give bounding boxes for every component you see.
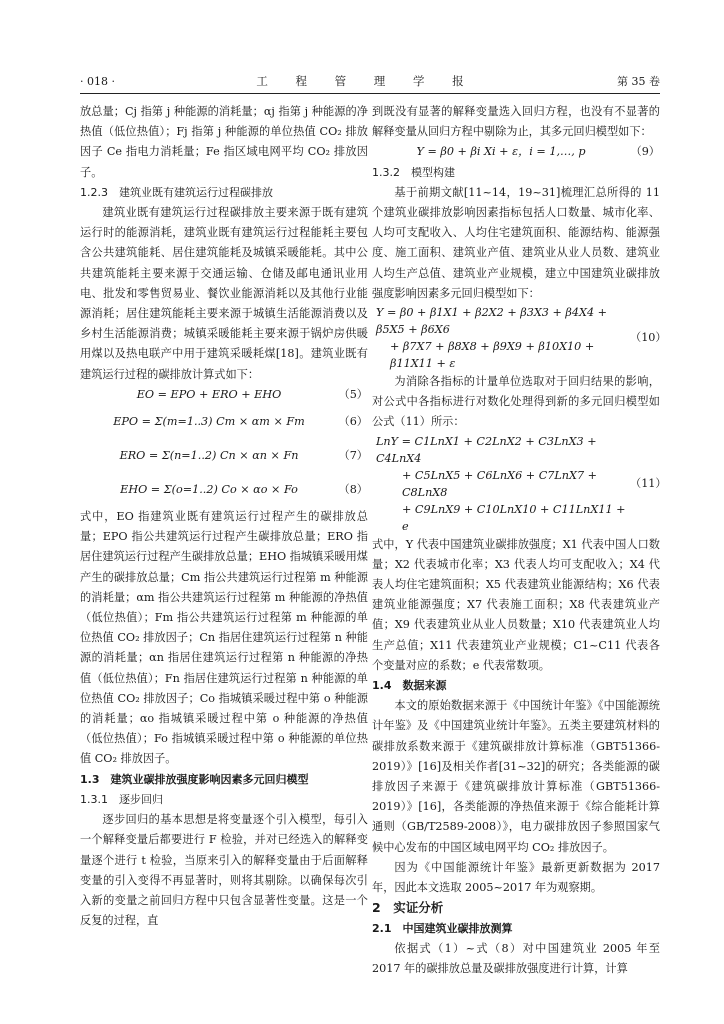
equation-6-number: （6） <box>338 414 368 428</box>
equation-7-body: ERO = Σ(n=1..2) Cn × αn × Fn <box>119 448 299 462</box>
section-heading-1-3: 1.3 建筑业碳排放强度影响因素多元回归模型 <box>80 772 309 786</box>
equation-5-body: EO = EPO + ERO + EHO <box>136 387 282 401</box>
equation-10-body <box>372 304 630 372</box>
equation-10-line-2: + β7X7 + β8X8 + β9X9 + β10X10 + β11X11 + ε <box>390 340 595 371</box>
volume-label: 第 35 卷 <box>616 75 660 88</box>
equation-11-number: （11） <box>630 476 667 490</box>
equation-10-line-1: Y = β0 + β1X1 + β2X2 + β3X3 + β4X4 + β5X5 + β6X6 <box>376 306 608 337</box>
equation-11-line-1: LnY = C1LnX1 + C2LnX2 + C3LnX3 + C4LnX4 <box>376 434 597 465</box>
paragraph-model-construction: 基于前期文献[11~14，19~31]梳理汇总所得的 11 个建筑业碳排放影响因素指标包括人口数量、城市化率、人均可支配收入、人均住宅建筑面积、能源结构、能源强度、施工面积、建筑业产值、建筑业从业人员数、建筑业人均生产总值、建筑业产业规模，建立中国建筑业碳排放强度影响因素多元回归模型如下： <box>372 185 660 300</box>
paragraph-observation-period: 因为《中国能源统计年鉴》最新更新数据为 2017 年，因此本文选取 2005~2017 年为观察期。 <box>372 860 660 895</box>
left-column <box>80 102 368 931</box>
equation-11-line-2: + C5LnX5 + C6LnX6 + C7LnX7 + C8LnX8 <box>402 468 598 499</box>
paragraph-regression-continued: 到既没有显著的解释变量选入回归方程，也没有不显著的解释变量从回归方程中剔除为止，其多元回归模型如下： <box>372 105 660 139</box>
equation-6 <box>80 405 368 439</box>
equation-10-number: （10） <box>630 330 667 344</box>
section-heading-2: 2 实证分析 <box>372 900 444 916</box>
equation-5 <box>80 385 368 405</box>
paragraph-variable-list: 式中，Y 代表中国建筑业碳排放强度；X1 代表中国人口数量；X2 代表城市化率；X3 代表人均可支配收入；X4 代表人均住宅建筑面积；X5 代表建筑业能源结构；X6 代表建筑业能源强度；X7 代表施工面积；X8 代表建筑业产值；X9 代表建筑业从业人员数量；X10 代表建筑业人均生产总值；X11 代表建筑业产业规模；C1~C11 代表各个变量对应的系数；e 代表常数项。 <box>372 537 660 672</box>
equation-8-body: EHO = Σ(o=1..2) Co × αo × Fo <box>120 482 298 496</box>
paragraph-measurement: 依据式（1）~式（8）对中国建筑业 2005 年至 2017 年的碳排放总量及碳排放强度进行计算，计算 <box>372 941 660 975</box>
section-heading-1-3-1: 1.3.1 逐步回归 <box>80 792 163 806</box>
paragraph-log-transform: 为消除各指标的计量单位选取对于回归结果的影响，对公式中各指标进行对数化处理得到新的多元回归模型如公式（11）所示： <box>372 375 660 429</box>
equation-9 <box>372 142 660 162</box>
equation-6-body: EPO = Σ(m=1..3) Cm × αm × Fm <box>113 414 305 428</box>
equation-10 <box>372 304 667 372</box>
header-divider <box>80 93 660 94</box>
section-heading-1-4: 1.4 数据来源 <box>372 679 447 693</box>
right-column <box>372 102 667 979</box>
paragraph-operation-emissions: 建筑业既有建筑运行过程碳排放主要来源于既有建筑运行时的能源消耗，建筑业既有建筑运行过程能耗主要包含公共建筑能耗、居住建筑能耗及城镇采暖能耗。其中公共建筑能耗主要来源于交通运输、仓储及邮电通讯业用电、批发和零售贸易业、餐饮业能源消耗以及其他行业能源消耗；居住建筑能耗主要来源于城镇生活能源消费以及乡村生活能源消费；城镇采暖能耗主要来源于锅炉房供暖用煤以及热电联产中用于建筑采暖耗煤[18]。建筑业既有建筑运行过程的碳排放计算式如下： <box>80 206 368 381</box>
paragraph-data-sources: 本文的原始数据来源于《中国统计年鉴》《中国能源统计年鉴》及《中国建筑业统计年鉴》。五类主要建筑材料的碳排放系数来源于《建筑碳排放计算标准（GBT51366-2019）》[16]及相关作者[31~32]的研究；各类能源的碳排放因子来源于《建筑碳排放计算标准（GBT51366-2019）》[16]，各类能源的净热值来源于《综合能耗计算通则（GB/T2589-2008）》，电力碳排放因子参照国家气候中心发布的中国区域电网平均 CO₂ 排放因子。 <box>372 699 660 854</box>
section-heading-1-3-2: 1.3.2 模型构建 <box>372 165 455 179</box>
paragraph-variable-definitions: 放总量；Cj 指第 j 种能源的消耗量；αj 指第 j 种能源的净热值（低位热值）；Fj 指第 j 种能源的单位热值 CO₂ 排放因子 Ce 指电力消耗量；Fe 指区域电网平均 CO₂ 排放因子。 <box>80 105 368 179</box>
equation-11 <box>372 433 667 535</box>
section-heading-1-2-3: 1.2.3 建筑业既有建筑运行过程碳排放 <box>80 185 273 199</box>
equation-8 <box>80 473 368 507</box>
section-heading-2-1: 2.1 中国建筑业碳排放测算 <box>372 921 513 935</box>
journal-title: 工 程 管 理 学 报 <box>256 74 476 88</box>
equation-9-body: Y = β0 + βi Xi + ε，i = 1,…, p <box>416 145 586 159</box>
equation-8-number: （8） <box>338 482 368 496</box>
paragraph-equation-definitions: 式中，EO 指建筑业既有建筑运行过程产生的碳排放总量；EPO 指公共建筑运行过程产生碳排放总量；ERO 指居住建筑运行过程产生碳排放总量；EHO 指城镇采暖用煤产生的碳排放总量；Cm 指公共建筑运行过程第 m 种能源的消耗量；αm 指公共建筑运行过程第 m 种能源的净热值（低位热值）；Fm 指公共建筑运行过程第 m 种能源的单位热值 CO₂ 排放因子；Cn 指居住建筑运行过程第 n 种能源的消耗量；αn 指居住建筑运行过程第 n 种能源的净热值（低位热值）；Fn 指居住建筑运行过程第 n 种能源的单位热值 CO₂ 排放因子；Co 指城镇采暖过程中第 o 种能源的消耗量；αo 指城镇采暖过程中第 o 种能源的净热值（低位热值）；Fo 指城镇采暖过程中第 o 种能源的单位热值 CO₂ 排放因子。 <box>80 510 368 766</box>
running-header <box>80 72 660 90</box>
equation-7-number: （7） <box>338 448 368 462</box>
equation-11-line-3: + C9LnX9 + C10LnX10 + C11LnX11 + e <box>402 502 626 533</box>
equation-9-number: （9） <box>630 145 660 159</box>
equation-5-number: （5） <box>338 387 368 401</box>
paragraph-stepwise-regression: 逐步回归的基本思想是将变量逐个引入模型，每引入一个解释变量后都要进行 F 检验，并对已经选入的解释变量逐个进行 t 检验，当原来引入的解释变量由于后面解释变量的引入变得不再显著时，则将其剔除。以确保每次引入新的变量之前回归方程中只包含显著性变量。这是一个反复的过程，直 <box>80 813 368 928</box>
equation-7 <box>80 439 368 473</box>
equation-11-body <box>372 433 630 535</box>
page-number: · 018 · <box>80 74 115 88</box>
